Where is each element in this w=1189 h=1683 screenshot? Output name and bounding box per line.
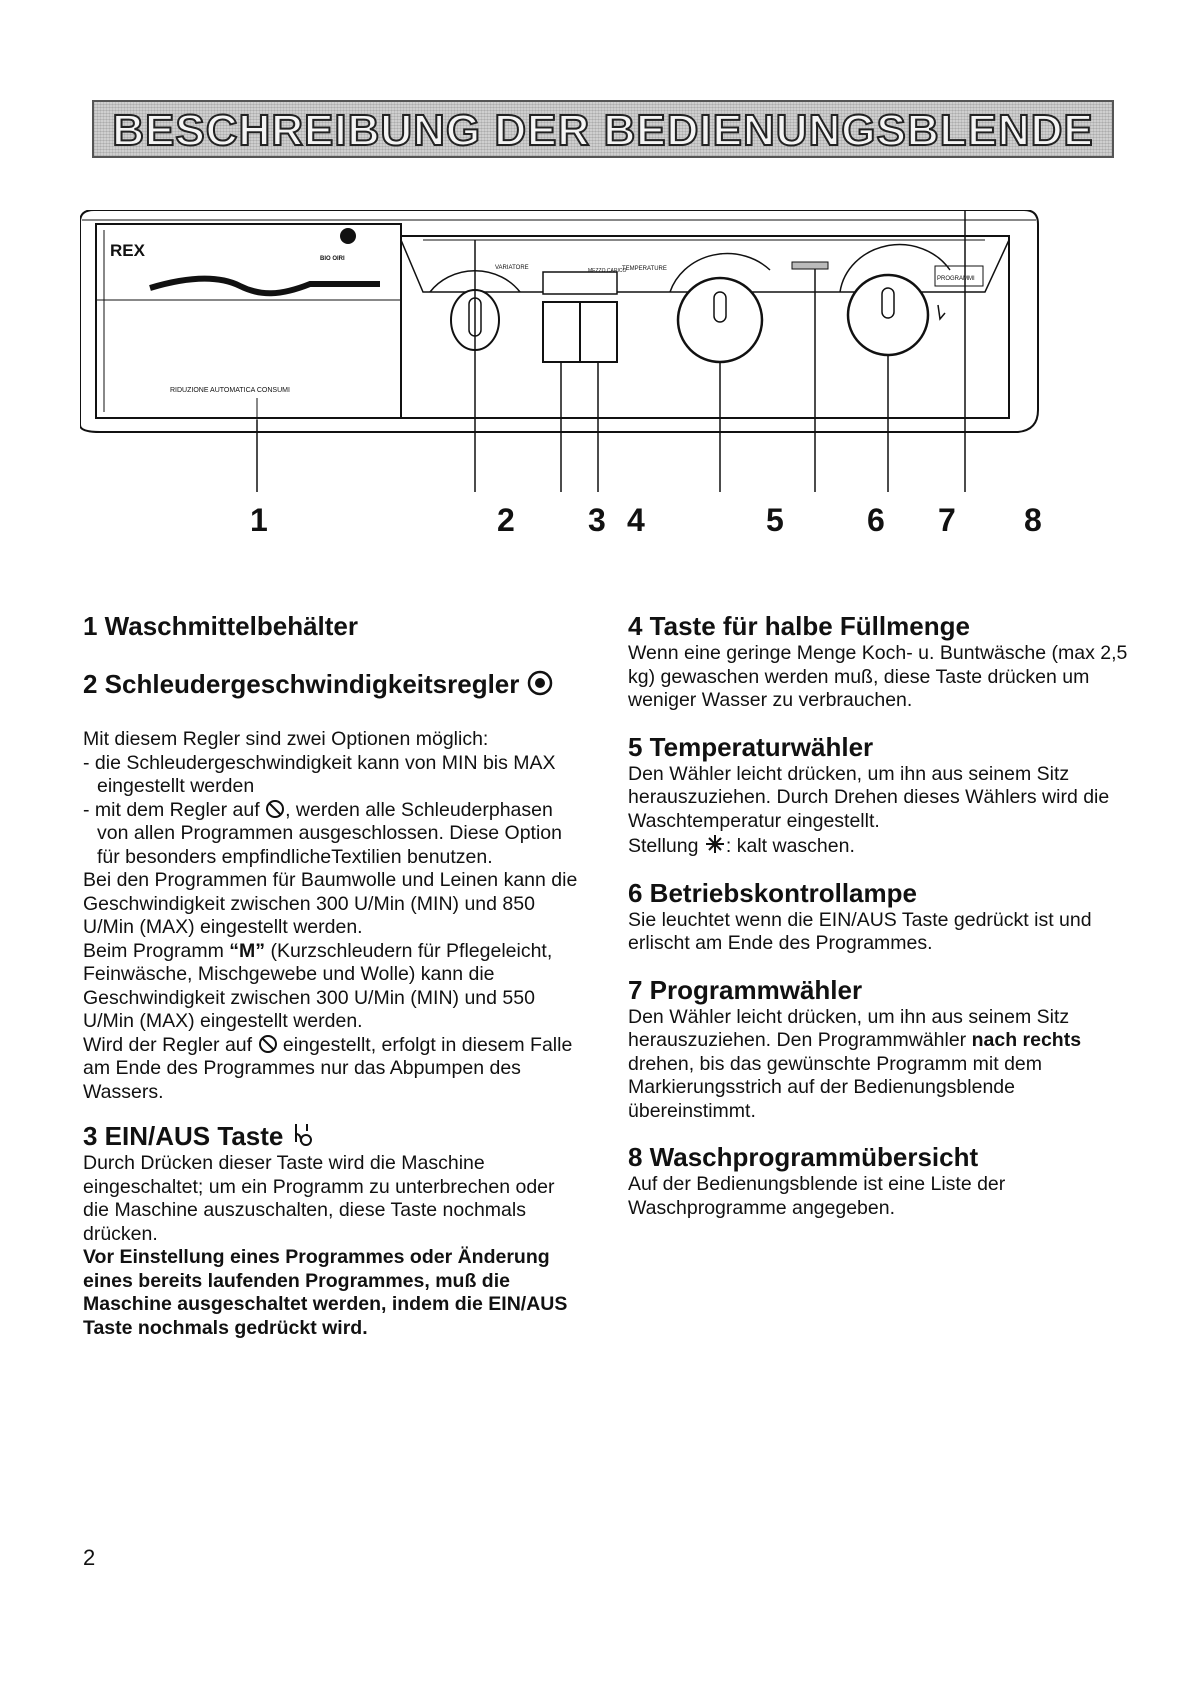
s2-para2: Beim Programm “M” (Kurzschleudern für Pflegeleicht, Feinwäsche, Mischgewebe und Wolle) kann die Geschwindigkeit zwischen 300 U/Min (MIN) und 550 U/Min (MAX) eingestellt werden. — [83, 939, 553, 1032]
no-spin-icon — [258, 1034, 278, 1054]
callout-5: 5 — [766, 502, 784, 538]
brand-label: REX — [110, 241, 145, 260]
label-programmi: PROGRAMMI — [937, 276, 975, 282]
callout-3: 3 — [588, 502, 606, 538]
pilot-lamp — [792, 262, 828, 269]
half-load-button — [580, 302, 617, 362]
s2-item1: - die Schleudergeschwindigkeit kann von MIN bis MAX eingestellt werden — [83, 751, 556, 797]
power-icon — [291, 1122, 313, 1148]
s7-para1: Den Wähler leicht drücken, um ihn aus seinem Sitz herauszuziehen. Den Programmwähler nach rechts drehen, bis das gewünschte Programm mit dem Markierungsstrich auf der Bedienungsblende übereinstimmt. — [628, 1005, 1082, 1122]
heading-4: 4 Taste für halbe Füllmenge — [628, 611, 970, 641]
s2-para3: Wird der Regler auf eingestellt, erfolgt in diesem Falle am Ende des Programmes nur das Abpumpen des Wassers. — [83, 1033, 573, 1103]
callout-4: 4 — [627, 502, 645, 538]
s4-para1: Wenn eine geringe Menge Koch- u. Buntwäsche (max 2,5 kg) gewaschen werden muß, diese Taste drücken um weniger Wasser zu verbrauchen. — [628, 642, 1128, 711]
control-panel-diagram — [80, 210, 1120, 500]
no-spin-icon — [527, 670, 553, 696]
s8-para1: Auf der Bedienungsblende ist eine Liste der Waschprogramme angegeben. — [628, 1173, 1006, 1219]
callout-6: 6 — [867, 502, 885, 538]
page-number: 2 — [83, 1545, 96, 1570]
s6-para1: Sie leuchtet wenn die EIN/AUS Taste gedrückt ist und erlischt am Ende des Programmes. — [628, 908, 1092, 954]
heading-3: 3 EIN/AUS Taste — [83, 1120, 583, 1152]
label-temperature: TEMPERATURE — [622, 266, 667, 272]
drawer-handle — [150, 279, 380, 294]
logo-icon — [340, 228, 356, 244]
s5-para1: Den Wähler leicht drücken, um ihn aus seinem Sitz herauszuziehen. Durch Drehen dieses Wählers wird die Waschtemperatur eingestellt. — [628, 762, 1110, 832]
drawer-label: RIDUZIONE AUTOMATICA CONSUMI — [170, 387, 290, 394]
no-spin-icon — [265, 799, 285, 819]
heading-7: 7 Programmwähler — [628, 974, 863, 1005]
heading-1: 1 Waschmittelbehälter — [83, 611, 359, 641]
s3-warning: Vor Einstellung eines Programmes oder Änderung eines bereits laufenden Programmes, muß die Maschine ausgeschaltet werden, indem die EIN/AUS Taste nochmals gedrückt wird. — [83, 1246, 568, 1339]
temperature-knob — [670, 254, 770, 362]
s3-para1: Durch Drücken dieser Taste wird die Maschine eingeschaltet; um ein Programm zu unterbrechen oder die Maschine auszuschalten, diese Taste nochmals drücken. — [83, 1152, 555, 1245]
heading-6: 6 Betriebskontrollampe — [628, 877, 917, 908]
cold-icon — [704, 833, 726, 855]
callout-8: 8 — [1024, 502, 1042, 538]
heading-2: 2 Schleudergeschwindigkeitsregler — [83, 668, 583, 700]
s5-para2: Stellung : kalt waschen. — [628, 835, 855, 857]
s2-para1: Bei den Programmen für Baumwolle und Leinen kann die Geschwindigkeit zwischen 300 U/Min (MIN) und 850 U/Min (MAX) eingestellt werden. — [83, 869, 578, 938]
right-column — [628, 610, 1128, 1220]
s2-intro: Mit diesem Regler sind zwei Optionen möglich: — [83, 728, 489, 750]
s2-item2: - mit dem Regler auf , werden alle Schleuderphasen von allen Programmen ausgeschlossen. Diese Option für besonders empfindlicheTextilien benutzen. — [83, 798, 563, 868]
heading-5: 5 Temperaturwähler — [628, 731, 874, 762]
page-title: BESCHREIBUNG DER BEDIENUNGSBLENDE — [112, 106, 1094, 155]
on-off-button — [543, 302, 580, 362]
callout-2: 2 — [497, 502, 515, 538]
label-mezzo-carico: MEZZO CARICO — [588, 268, 627, 274]
callout-1: 1 — [250, 502, 268, 538]
left-column — [83, 610, 583, 1340]
logo-text: BIO OIRI — [320, 256, 345, 262]
label-variatore: VARIATORE — [495, 265, 529, 271]
heading-8: 8 Waschprogrammübersicht — [628, 1142, 979, 1172]
title-banner — [92, 100, 1114, 158]
program-knob — [840, 245, 950, 355]
callout-7: 7 — [938, 502, 956, 538]
